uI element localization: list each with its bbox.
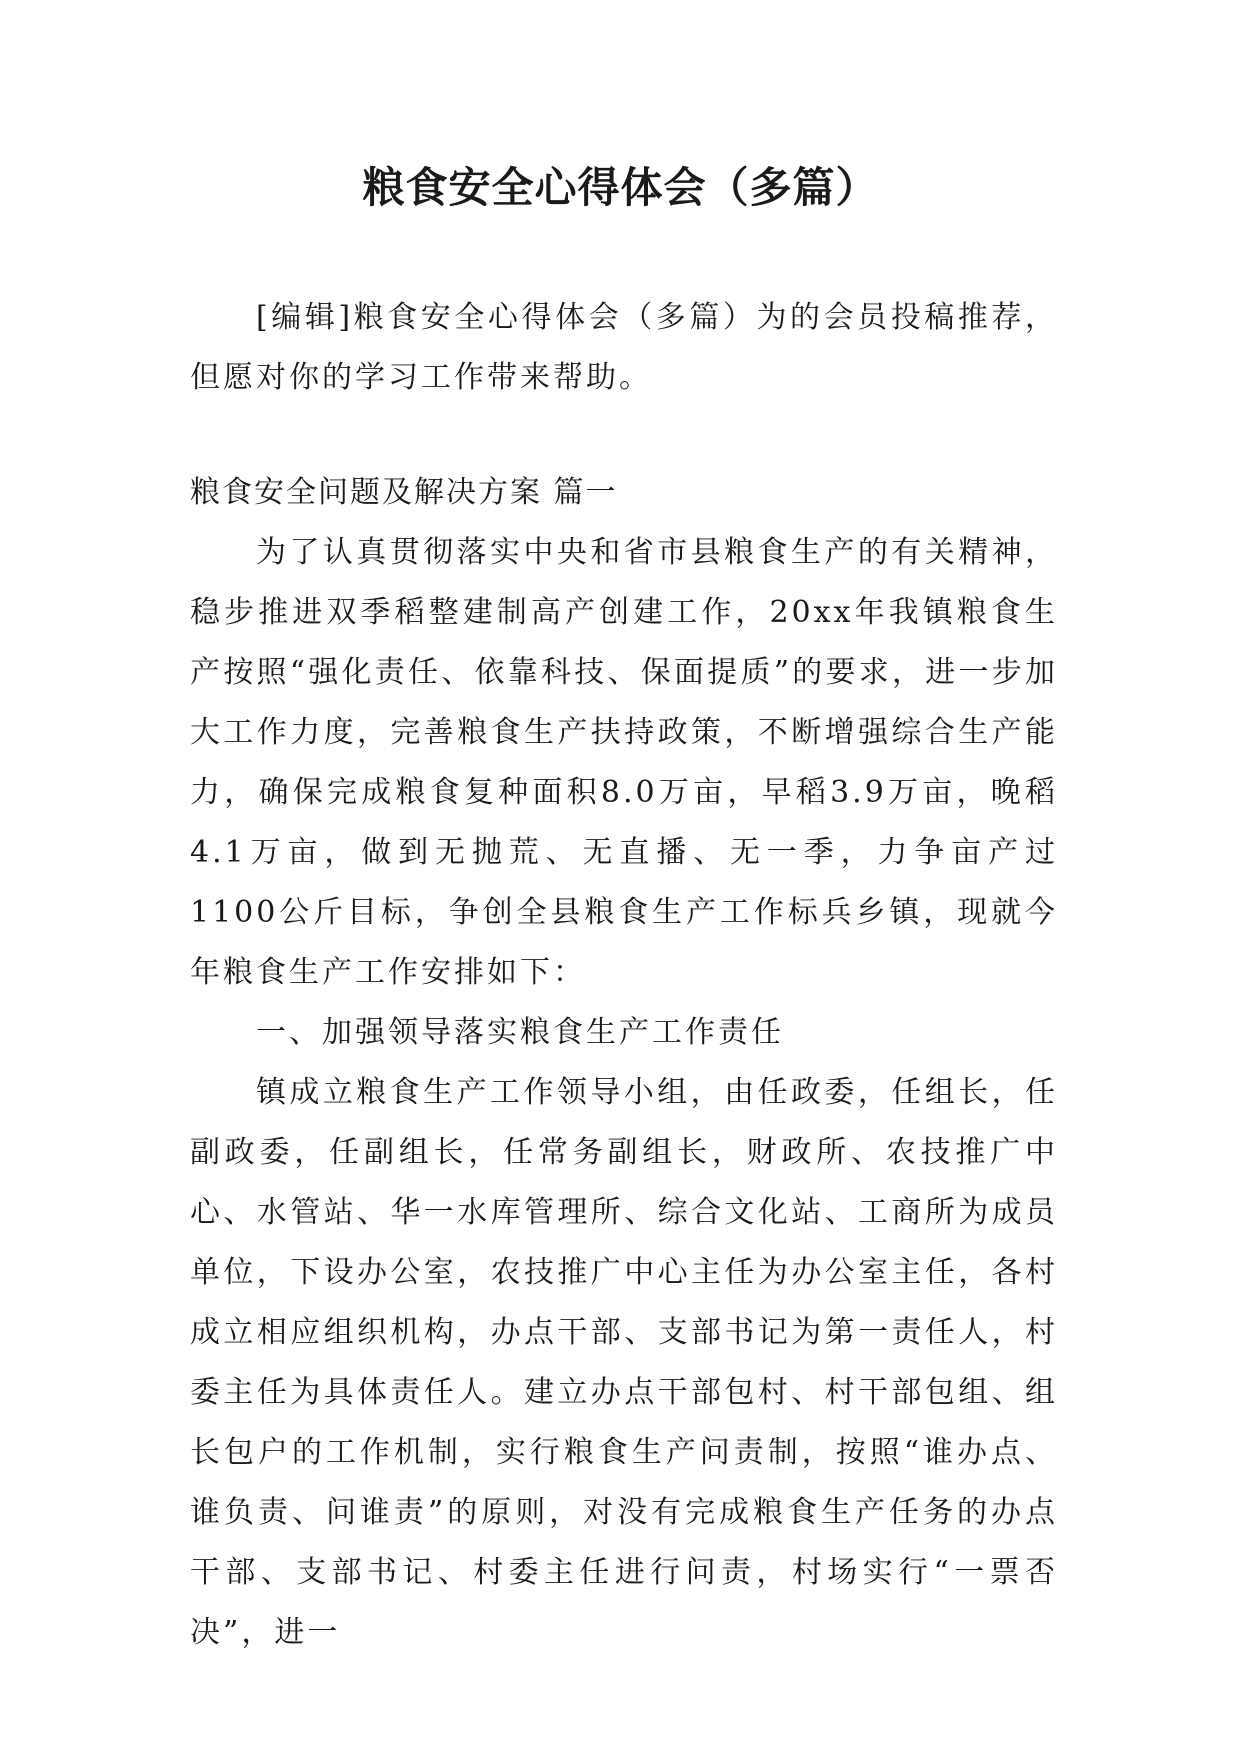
body-paragraph-1: 为了认真贯彻落实中央和省市县粮食生产的有关精神，稳步推进双季稻整建制高产创建工作，20xx年我镇粮食生产按照“强化责任、依靠科技、保面提质”的要求，进一步加大工作力度，完善粮食生产扶持政策，不断增强综合生产能力，确保完成粮食复种面积8.0万亩，早稻3.9万亩，晚稻4.1万亩，做到无抛荒、无直播、无一季，力争亩产过1100公斤目标，争创全县粮食生产工作标兵乡镇，现就今年粮食生产工作安排如下：: [190, 535, 1058, 990]
subsection-heading: 一、加强领导落实粮食生产工作责任: [256, 1015, 784, 1050]
article-body: [190, 463, 1058, 1663]
section-title: 粮食安全问题及解决方案 篇一: [190, 475, 618, 510]
intro-paragraph: [编辑]粮食安全心得体会（多篇）为的会员投稿推荐，但愿对你的学习工作带来帮助。: [190, 300, 1058, 395]
document-title: 粮食安全心得体会（多篇）: [362, 163, 879, 212]
intro-block: [190, 288, 1058, 408]
body-paragraph-2: 镇成立粮食生产工作领导小组，由任政委，任组长，任副政委，任副组长，任常务副组长，财政所、农技推广中心、水管站、华一水库管理所、综合文化站、工商所为成员单位，下设办公室，农技推广中心主任为办公室主任，各村成立相应组织机构，办点干部、支部书记为第一责任人，村委主任为具体责任人。建立办点干部包村、村干部包组、组长包户的工作机制，实行粮食生产问责制，按照“谁办点、谁负责、问谁责”的原则，对没有完成粮食生产任务的办点干部、支部书记、村委主任进行问责，村场实行“一票否决”，进一: [190, 1075, 1058, 1650]
